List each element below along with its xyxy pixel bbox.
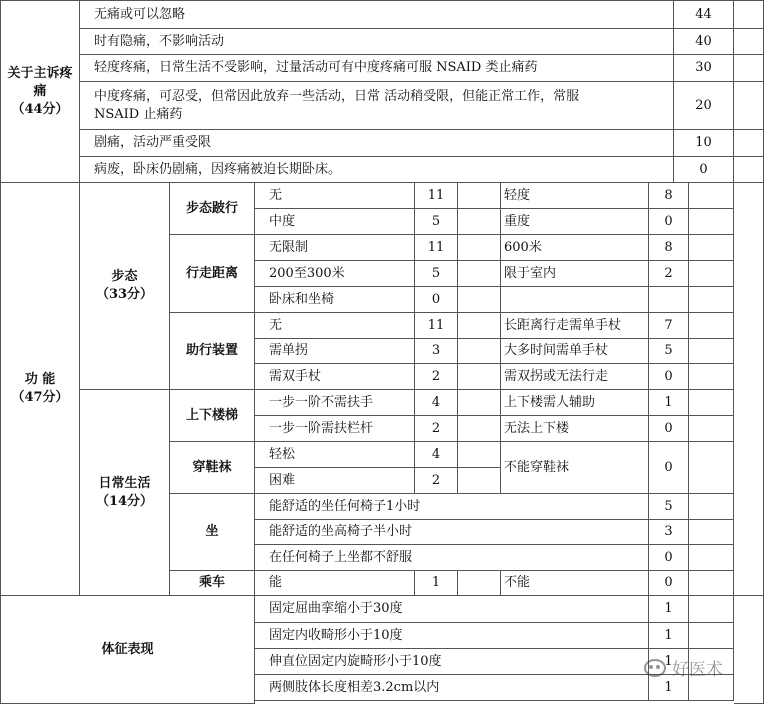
table-cell: 不能穿鞋袜 <box>501 442 649 494</box>
sit-label: 坐 <box>170 494 255 571</box>
pain-row-score: 10 <box>674 130 734 157</box>
pain-row-extra <box>734 130 764 157</box>
watermark <box>644 655 723 680</box>
pain-header-line1: 关于主诉疼 <box>7 65 73 81</box>
table-cell: 3 <box>415 339 458 364</box>
table-cell <box>689 596 734 623</box>
table-cell: 能舒适的坐任何椅子1小时 <box>255 494 649 520</box>
pain-row-extra <box>734 55 764 82</box>
table-cell: 1 <box>649 675 689 701</box>
socks-label: 穿鞋袜 <box>170 442 255 494</box>
table-cell <box>689 520 734 545</box>
table-cell: 0 <box>415 287 458 313</box>
table-cell: 中度 <box>255 209 415 235</box>
table-cell: 需双手杖 <box>255 364 415 390</box>
table-cell: 无限制 <box>255 235 415 261</box>
pain-row-desc: 时有隐痛，不影响活动 <box>80 29 674 55</box>
table-cell: 8 <box>649 235 689 261</box>
table-cell: 1 <box>649 623 689 649</box>
pain-row-desc: 中度疼痛，可忍受，但常因此放弃一些活动，日常 活动稍受限，但能正常工作，常服 NSAID 止痛药 <box>80 82 674 130</box>
table-cell: 固定内收畸形小于10度 <box>255 623 649 649</box>
table-cell: 200至300米 <box>255 261 415 287</box>
pain-row-extra <box>734 157 764 183</box>
table-cell <box>458 313 501 339</box>
table-cell: 1 <box>649 390 689 416</box>
table-cell: 2 <box>415 468 458 494</box>
table-cell <box>458 183 501 209</box>
table-cell <box>689 390 734 416</box>
gait-subsection-header: 步态 （33分） <box>80 183 170 390</box>
table-cell: 困难 <box>255 468 415 494</box>
pain-row-desc: 无痛或可以忽略 <box>80 0 674 29</box>
pain-row-score: 44 <box>674 0 734 29</box>
table-cell <box>458 442 501 468</box>
table-cell <box>689 545 734 571</box>
function-points: （47分） <box>11 390 69 405</box>
table-cell <box>689 571 734 596</box>
table-cell: 轻度 <box>501 183 649 209</box>
table-cell: 1 <box>649 596 689 623</box>
table-cell <box>458 416 501 442</box>
table-cell <box>458 209 501 235</box>
table-cell: 1 <box>415 571 458 596</box>
pain-row-extra <box>734 82 764 130</box>
table-cell <box>458 339 501 364</box>
table-cell: 伸直位固定内旋畸形小于10度 <box>255 649 649 675</box>
table-cell <box>689 623 734 649</box>
table-cell: 5 <box>649 494 689 520</box>
table-cell: 5 <box>415 261 458 287</box>
table-cell: 重度 <box>501 209 649 235</box>
table-cell: 卧床和坐椅 <box>255 287 415 313</box>
table-cell <box>689 442 734 494</box>
table-cell: 0 <box>649 364 689 390</box>
table-cell: 大多时间需单手杖 <box>501 339 649 364</box>
table-cell <box>689 313 734 339</box>
table-cell <box>458 468 501 494</box>
table-cell: 无 <box>255 313 415 339</box>
table-cell: 需单拐 <box>255 339 415 364</box>
table-cell: 一步一阶不需扶手 <box>255 390 415 416</box>
table-cell <box>689 209 734 235</box>
table-cell: 1 <box>649 649 689 675</box>
table-cell <box>458 571 501 596</box>
table-cell <box>458 364 501 390</box>
pain-header-points: （44分） <box>11 101 69 117</box>
table-cell: 轻松 <box>255 442 415 468</box>
pain-section-header <box>0 0 80 183</box>
pain-row-desc: 剧痛，活动严重受限 <box>80 130 674 157</box>
table-cell <box>689 235 734 261</box>
wechat-icon <box>644 659 666 677</box>
table-cell: 固定屈曲挛缩小于30度 <box>255 596 649 623</box>
car-label: 乘车 <box>170 571 255 596</box>
table-cell <box>734 596 764 704</box>
table-cell <box>501 287 649 313</box>
pain-row-extra <box>734 0 764 29</box>
daily-subsection-header: 日常生活 （14分） <box>80 390 170 596</box>
table-cell: 限于室内 <box>501 261 649 287</box>
stairs-label: 上下楼梯 <box>170 390 255 442</box>
table-cell: 能 <box>255 571 415 596</box>
table-cell <box>689 261 734 287</box>
table-cell: 0 <box>649 442 689 494</box>
table-cell: 600米 <box>501 235 649 261</box>
table-cell: 0 <box>649 416 689 442</box>
aids-label: 助行装置 <box>170 313 255 390</box>
table-cell <box>689 416 734 442</box>
table-cell: 不能 <box>501 571 649 596</box>
function-section-header <box>0 183 80 596</box>
table-cell: 需双拐或无法行走 <box>501 364 649 390</box>
table-cell: 2 <box>649 261 689 287</box>
distance-label: 行走距离 <box>170 235 255 313</box>
table-cell <box>649 287 689 313</box>
table-cell: 2 <box>415 416 458 442</box>
table-cell: 5 <box>415 209 458 235</box>
table-cell: 5 <box>649 339 689 364</box>
pain-row-score: 30 <box>674 55 734 82</box>
signs-section-header: 体征表现 <box>0 596 255 704</box>
pain-row-desc: 轻度疼痛，日常生活不受影响，过量活动可有中度疼痛可服 NSAID 类止痛药 <box>80 55 674 82</box>
table-cell: 0 <box>649 571 689 596</box>
table-cell: 11 <box>415 235 458 261</box>
table-cell <box>689 494 734 520</box>
pain-row-score: 40 <box>674 29 734 55</box>
table-cell: 8 <box>649 183 689 209</box>
table-cell: 在任何椅子上坐都不舒服 <box>255 545 649 571</box>
watermark-text: 好医术 <box>672 660 723 680</box>
table-cell: 11 <box>415 313 458 339</box>
pain-header-line2: 痛 <box>33 83 47 99</box>
pain-row-extra <box>734 29 764 55</box>
function-label: 功 能 <box>24 372 56 387</box>
table-cell: 无 <box>255 183 415 209</box>
table-cell <box>689 287 734 313</box>
table-cell <box>689 183 734 209</box>
table-cell: 上下楼需人辅助 <box>501 390 649 416</box>
limp-label: 步态跛行 <box>170 183 255 235</box>
pain-row-score: 0 <box>674 157 734 183</box>
table-cell: 4 <box>415 390 458 416</box>
pain-row-score: 20 <box>674 82 734 130</box>
table-cell: 0 <box>649 545 689 571</box>
table-cell: 无法上下楼 <box>501 416 649 442</box>
table-cell: 3 <box>649 520 689 545</box>
table-cell <box>689 364 734 390</box>
table-cell: 两侧肢体长度相差3.2cm以内 <box>255 675 649 701</box>
table-cell: 2 <box>415 364 458 390</box>
table-cell: 能舒适的坐高椅子半小时 <box>255 520 649 545</box>
table-cell: 11 <box>415 183 458 209</box>
table-cell: 7 <box>649 313 689 339</box>
table-cell <box>689 339 734 364</box>
table-cell <box>458 235 501 261</box>
table-cell: 0 <box>649 209 689 235</box>
table-cell: 长距离行走需单手杖 <box>501 313 649 339</box>
table-cell <box>458 287 501 313</box>
table-cell: 4 <box>415 442 458 468</box>
table-cell <box>734 183 764 596</box>
pain-row-desc: 病废，卧床仍剧痛，因疼痛被迫长期卧床。 <box>80 157 674 183</box>
table-cell <box>458 390 501 416</box>
table-cell: 一步一阶需扶栏杆 <box>255 416 415 442</box>
table-cell <box>458 261 501 287</box>
